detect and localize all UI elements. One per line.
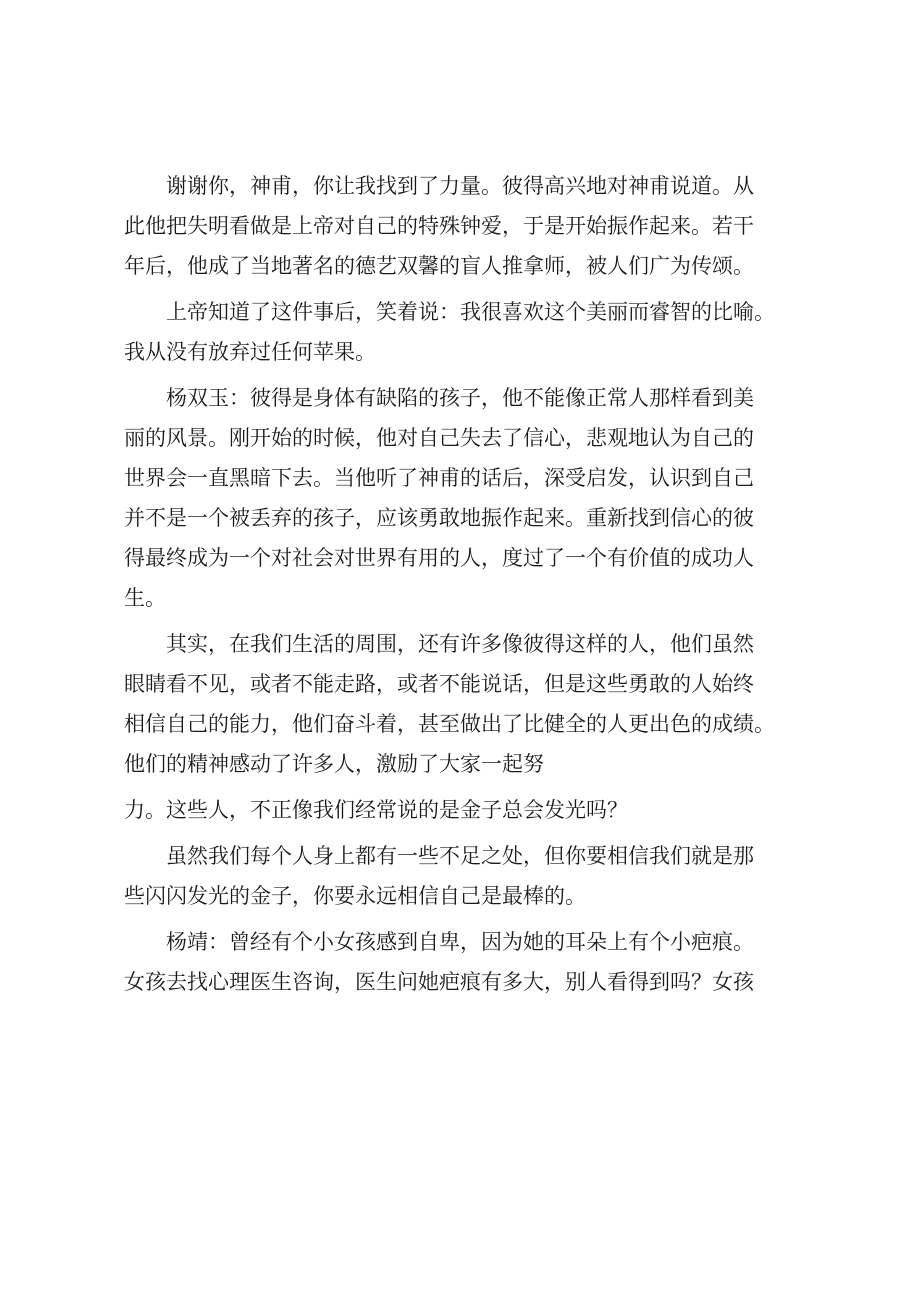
text-line: 上帝知道了这件事后，笑着说：我很喜欢这个美丽而睿智的比喻。 bbox=[166, 300, 775, 324]
text-line: 力。这些人，不正像我们经常说的是金子总会发光吗？ bbox=[124, 798, 628, 822]
text-line: 年后，他成了当地著名的德艺双馨的盲人推拿师，被人们广为传颂。 bbox=[124, 254, 754, 278]
text-line: 他们的精神感动了许多人，激励了大家一起努 bbox=[124, 752, 544, 776]
text-line: 丽的风景。刚开始的时候，他对自己失去了信心，悲观地认为自己的 bbox=[124, 426, 754, 450]
paragraph-thanks-priest bbox=[124, 166, 836, 286]
document-body bbox=[124, 166, 836, 1008]
text-line: 些闪闪发光的金子，你要永远相信自己是最棒的。 bbox=[124, 884, 586, 908]
text-line: 生。 bbox=[124, 586, 166, 610]
paragraph-in-fact bbox=[124, 624, 836, 784]
text-line: 相信自己的能力，他们奋斗着，甚至做出了比健全的人更出色的成绩。 bbox=[124, 712, 775, 736]
text-line: 女孩去找心理医生咨询，医生问她疤痕有多大，别人看得到吗？女孩 bbox=[124, 970, 754, 994]
text-line: 眼睛看不见，或者不能走路，或者不能说话，但是这些勇敢的人始终 bbox=[124, 672, 754, 696]
paragraph-yang-jing bbox=[124, 922, 836, 1002]
text-line: 杨靖：曾经有个小女孩感到自卑，因为她的耳朵上有个小疤痕。 bbox=[166, 930, 754, 954]
text-line: 我从没有放弃过任何苹果。 bbox=[124, 340, 376, 364]
paragraph-yang-shuangyu bbox=[124, 378, 836, 618]
text-line: 此他把失明看做是上帝对自己的特殊钟爱，于是开始振作起来。若干 bbox=[124, 214, 754, 238]
text-line: 其实，在我们生活的周围，还有许多像彼得这样的人，他们虽然 bbox=[166, 632, 754, 656]
text-line: 得最终成为一个对社会对世界有用的人，度过了一个有价值的成功人 bbox=[124, 546, 754, 570]
text-line: 虽然我们每个人身上都有一些不足之处，但你要相信我们就是那 bbox=[166, 844, 754, 868]
text-line: 并不是一个被丢弃的孩子，应该勇敢地振作起来。重新找到信心的彼 bbox=[124, 506, 754, 530]
text-line: 世界会一直黑暗下去。当他听了神甫的话后，深受启发，认识到自己 bbox=[124, 466, 754, 490]
paragraph-god-knew bbox=[124, 292, 836, 372]
paragraph-continuation bbox=[124, 790, 836, 830]
text-line: 杨双玉：彼得是身体有缺陷的孩子，他不能像正常人那样看到美 bbox=[166, 386, 754, 410]
paragraph-although bbox=[124, 836, 836, 916]
text-line: 谢谢你，神甫，你让我找到了力量。彼得高兴地对神甫说道。从 bbox=[166, 174, 754, 198]
